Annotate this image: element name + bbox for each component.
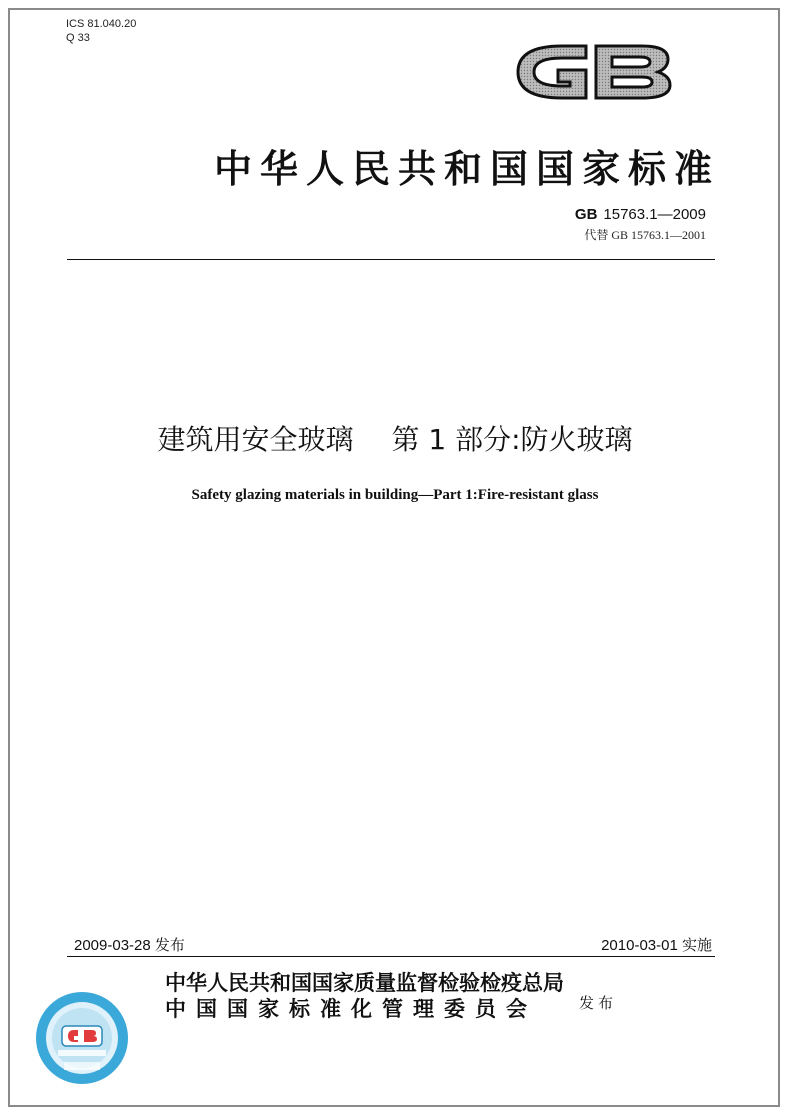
logo-text: GB [508, 30, 510, 31]
ccs-code: Q 33 [66, 32, 90, 44]
standard-category-title: 中华人民共和国国家标准 [213, 147, 720, 191]
issuing-authorities [165, 970, 564, 1022]
divider-bottom [67, 956, 715, 957]
document-title-cn [0, 418, 790, 458]
classification-codes [66, 17, 136, 45]
title-cn-main: 建筑用安全玻璃 [157, 423, 354, 456]
implement-date: 2010-03-01 实施 [601, 937, 712, 954]
ics-code: ICS 81.040.20 [66, 18, 137, 30]
issuer-aqsiq: 中华人民共和国国家质量监督检验检疫总局 [165, 971, 564, 995]
standard-number-value: 15763.1—2009 [603, 206, 706, 223]
replaces-standard: 代替 GB 15763.1—2001 [584, 228, 706, 242]
gb-logo-icon [508, 30, 676, 114]
publish-date: 2009-03-28 发布 [74, 937, 185, 954]
issuer-sac: 中国国家标准化管理委员会 [165, 997, 537, 1021]
standard-prefix: GB [574, 206, 598, 223]
gb-anti-counterfeit-seal-icon [34, 990, 130, 1086]
divider-top [67, 259, 715, 260]
standard-number [575, 206, 706, 223]
title-cn-part: 第 1 部分:防火玻璃 [391, 423, 633, 456]
document-title-en: Safety glazing materials in building—Part 1:Fire-resistant glass [191, 487, 599, 503]
issued-label: 发布 [579, 994, 618, 1012]
